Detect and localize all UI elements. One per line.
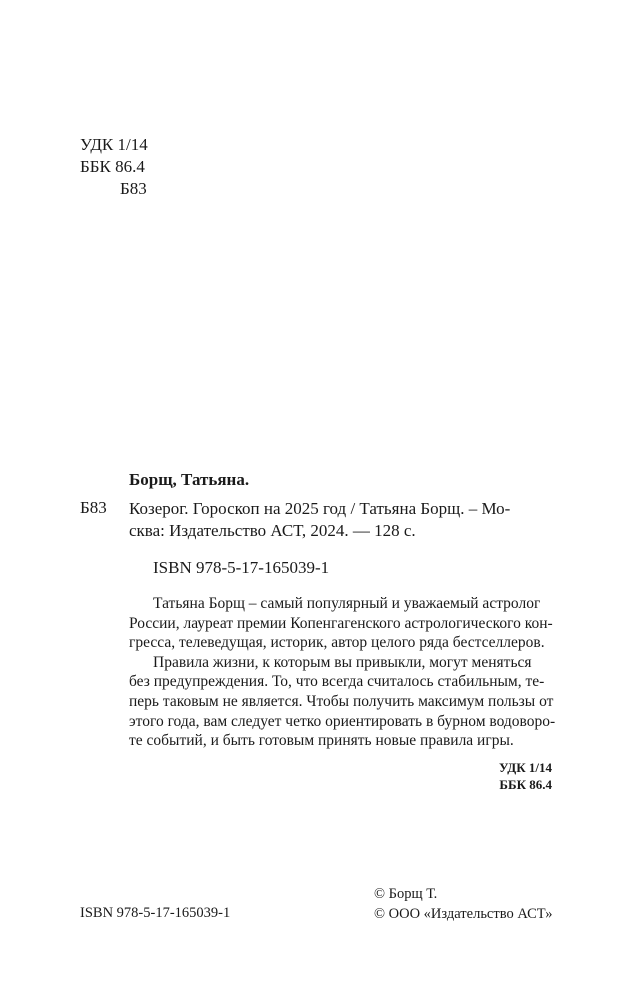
isbn-main: ISBN 978-5-17-165039-1 [153, 558, 330, 577]
udk-code: УДК 1/14 [80, 135, 148, 154]
annotation-line: те событий, и быть готовым принять новые правила игры. [129, 732, 514, 750]
bbk-code: ББК 86.4 [499, 777, 552, 792]
copyright-author: © Борщ Т. [374, 886, 438, 902]
annotation-line: Правила жизни, к которым вы привыкли, могут меняться [153, 653, 532, 671]
annotation-line: гресса, телеведущая, историк, автор целого ряда бестселлеров. [129, 634, 545, 652]
copyright-block [374, 884, 552, 924]
annotation-line: Татьяна Борщ – самый популярный и уважаемый астролог [153, 595, 541, 612]
isbn-footer: ISBN 978-5-17-165039-1 [80, 905, 231, 921]
author-mark: Б83 [120, 179, 147, 198]
author-mark-code: Б83 [80, 498, 107, 517]
annotation-line: без предупреждения. То, что всегда считалось стабильным, те- [129, 673, 545, 691]
annotation-line: этого года, вам следует четко ориентировать в бурном водоворо- [129, 712, 556, 730]
library-codes-top [80, 134, 148, 200]
bibliographic-description [129, 498, 545, 542]
annotation [129, 594, 556, 751]
library-codes-right [460, 759, 552, 793]
bibliographic-line: Козерог. Гороскоп на 2025 год / Татьяна Борщ. – Мо- [129, 499, 511, 518]
annotation-line: перь таковым не является. Чтобы получить максимум пользы от [129, 692, 554, 710]
bibliographic-line: сква: Издательство АСТ, 2024. — 128 с. [129, 521, 416, 540]
annotation-line: России, лауреат премии Копенгагенского астрологического кон- [129, 614, 553, 632]
author-heading: Борщ, Татьяна. [129, 470, 250, 489]
bbk-code: ББК 86.4 [80, 157, 145, 176]
copyright-publisher: © ООО «Издательство АСТ» [374, 906, 553, 922]
udk-code: УДК 1/14 [499, 760, 552, 775]
